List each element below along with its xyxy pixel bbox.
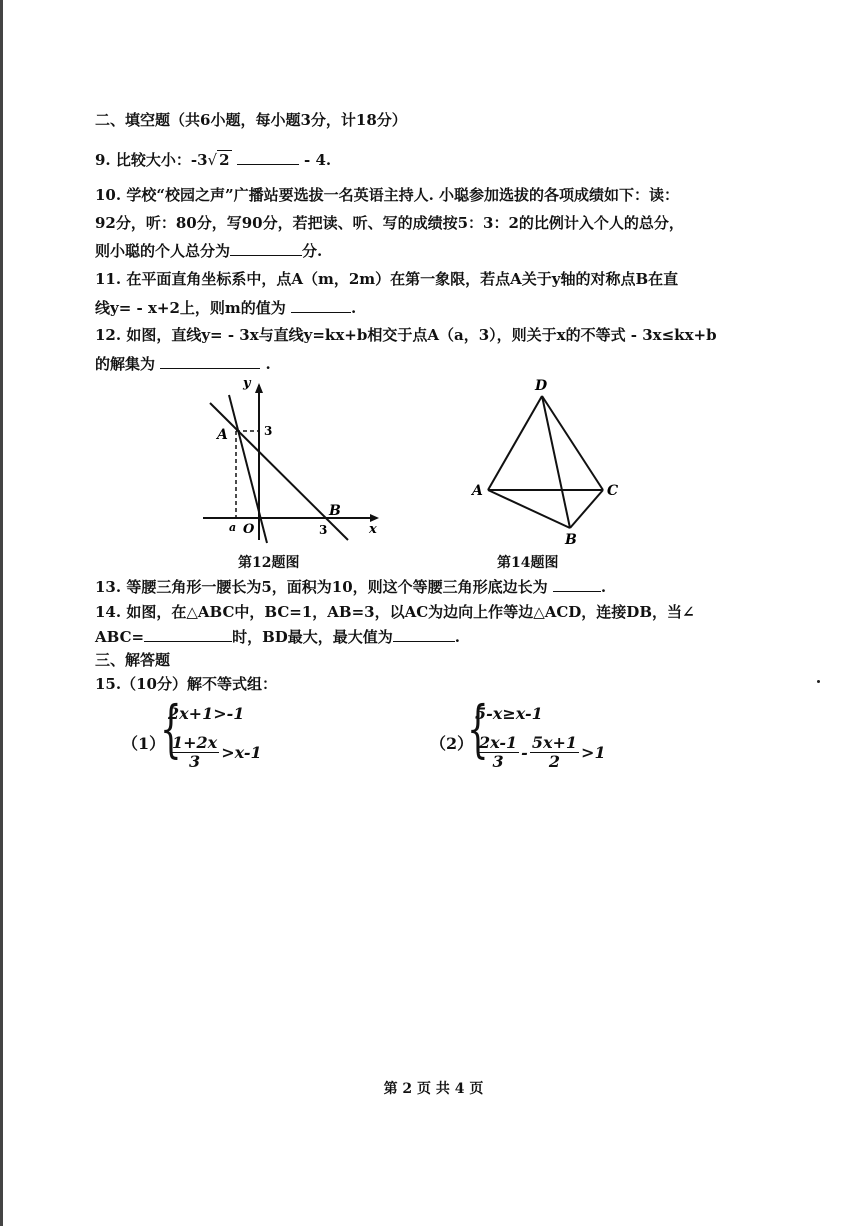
q11-line2-suffix: . xyxy=(351,299,357,317)
fig12-y-arrow xyxy=(255,383,263,393)
question-13 xyxy=(95,576,606,597)
q13-suffix: . xyxy=(600,578,607,596)
fig12-label-3-y: 3 xyxy=(264,424,273,438)
question-9: 9. 比较大小：-3√ 2 - 4. xyxy=(95,151,332,169)
fig14-edge-CB xyxy=(570,490,603,528)
question-12-line2 xyxy=(95,353,271,374)
q10-line3-suffix: 分. xyxy=(302,242,323,260)
page-footer: 第 2 页 共 4 页 xyxy=(383,1081,484,1097)
fig12-label-O: O xyxy=(243,522,255,537)
figure-14 xyxy=(462,374,632,549)
q14-line2-c: . xyxy=(454,628,461,646)
q12-line2-suffix: . xyxy=(265,355,271,373)
q12-line1: 12. 如图，直线y= - 3x与直线y=kx+b相交于点A（a，3），则关于x的不等式 - 3x≤kx+b xyxy=(95,326,717,344)
q15-part2-system xyxy=(467,692,687,782)
q9-radicand: 2 xyxy=(219,151,230,169)
q10-line1: 10. 学校“校园之声”广播站要选拔一名英语主持人. 小聪参加选拔的各项成绩如下：读： xyxy=(95,186,680,204)
fig12-line-kx-b xyxy=(210,403,348,540)
q13-answer-blank[interactable] xyxy=(553,576,601,592)
fig14-label-B: B xyxy=(565,532,577,548)
fig14-label-C: C xyxy=(607,483,619,499)
q15-part1-denominator: 3 xyxy=(189,752,201,771)
fig12-label-y: y xyxy=(243,376,251,391)
q15-part2-numerator2: 5x+1 xyxy=(531,733,578,752)
q14-line1: 14. 如图，在△ABC中，BC=1，AB=3，以AC为边向上作等边△ACD，连接DB，当∠ xyxy=(95,603,695,621)
q15-part2-inequality2 xyxy=(475,734,606,771)
q15-part2-denominator2: 2 xyxy=(548,752,560,771)
q15-title: 15.（10分）解不等式组： xyxy=(95,675,277,693)
fig14-caption: 第14题图 xyxy=(497,555,559,571)
fig12-label-x: x xyxy=(369,522,377,537)
fig12-caption: 第12题图 xyxy=(238,555,300,571)
q9-answer-blank[interactable] xyxy=(237,149,299,165)
fig14-label-D: D xyxy=(535,378,548,394)
q10-line3-prefix: 则小聪的个人总分为 xyxy=(95,242,231,260)
fig14-edge-DA xyxy=(488,396,542,490)
q15-part2-rest: >1 xyxy=(581,743,606,762)
scan-speck xyxy=(817,680,820,683)
fig12-label-3-x: 3 xyxy=(319,523,328,537)
q14-angle-answer-blank[interactable] xyxy=(144,626,232,642)
q11-line1: 11. 在平面直角坐标系中，点A（m，2m）在第一象限，若点A关于y轴的对称点B在直 xyxy=(95,270,679,288)
q13-prefix: 13. 等腰三角形一腰长为5，面积为10，则这个等腰三角形底边长为 xyxy=(95,578,548,596)
q15-part1-label: （1） xyxy=(122,734,166,753)
scan-edge xyxy=(0,0,3,1226)
q12-line2-prefix: 的解集为 xyxy=(95,355,156,373)
q15-part1-brace: { xyxy=(160,692,182,765)
fig14-label-A: A xyxy=(472,483,483,499)
section-2-title: 二、填空题（共6小题，每小题3分，计18分） xyxy=(95,111,407,129)
section-3-title: 三、解答题 xyxy=(95,651,171,669)
q15-part2-minus: - xyxy=(521,743,528,762)
q10-line2: 92分，听：80分，写90分，若把读、听、写的成绩按5：3：2的比例计入个人的总分， xyxy=(95,214,684,232)
fig12-label-A: A xyxy=(217,427,228,443)
q15-part1-rest: >x-1 xyxy=(221,743,262,762)
q14-line2-a: ABC= xyxy=(95,628,145,646)
q15-part1-system xyxy=(160,692,360,782)
q15-part2-brace: { xyxy=(467,692,489,765)
q15-part2-inequality1: 5-x≥x-1 xyxy=(475,704,543,723)
q14-line2-b: 时，BD最大，最大值为 xyxy=(232,628,393,646)
q12-answer-blank[interactable] xyxy=(160,353,260,369)
q14-max-answer-blank[interactable] xyxy=(393,626,455,642)
q15-part2-label: （2） xyxy=(430,734,474,753)
q10-answer-blank[interactable] xyxy=(230,240,302,256)
fig14-edge-AB xyxy=(488,490,570,528)
q15-part2-fraction2 xyxy=(530,734,579,771)
q11-answer-blank[interactable] xyxy=(291,297,351,313)
q9-prefix: 9. 比较大小：-3 xyxy=(95,151,208,169)
q15-part1-numerator: 1+2x xyxy=(172,733,218,752)
q15-part1-fraction xyxy=(170,734,219,771)
question-10-line3 xyxy=(95,240,322,261)
fig12-x-arrow xyxy=(370,514,379,522)
q15-part2-denominator1: 3 xyxy=(492,752,504,771)
q9-suffix: - 4. xyxy=(304,151,332,169)
question-14-line2 xyxy=(95,626,460,647)
q15-part1-inequality2 xyxy=(168,734,262,771)
fig12-label-a: a xyxy=(229,521,237,534)
fig12-label-B: B xyxy=(329,503,341,519)
q11-line2-prefix: 线y= - x+2上，则m的值为 xyxy=(95,299,286,317)
q15-part2-numerator1: 2x-1 xyxy=(479,733,518,752)
figure-12 xyxy=(195,375,390,545)
question-11-line2 xyxy=(95,297,356,318)
q15-part1-inequality1: 2x+1>-1 xyxy=(168,704,245,723)
q15-part2-fraction1 xyxy=(477,734,519,771)
